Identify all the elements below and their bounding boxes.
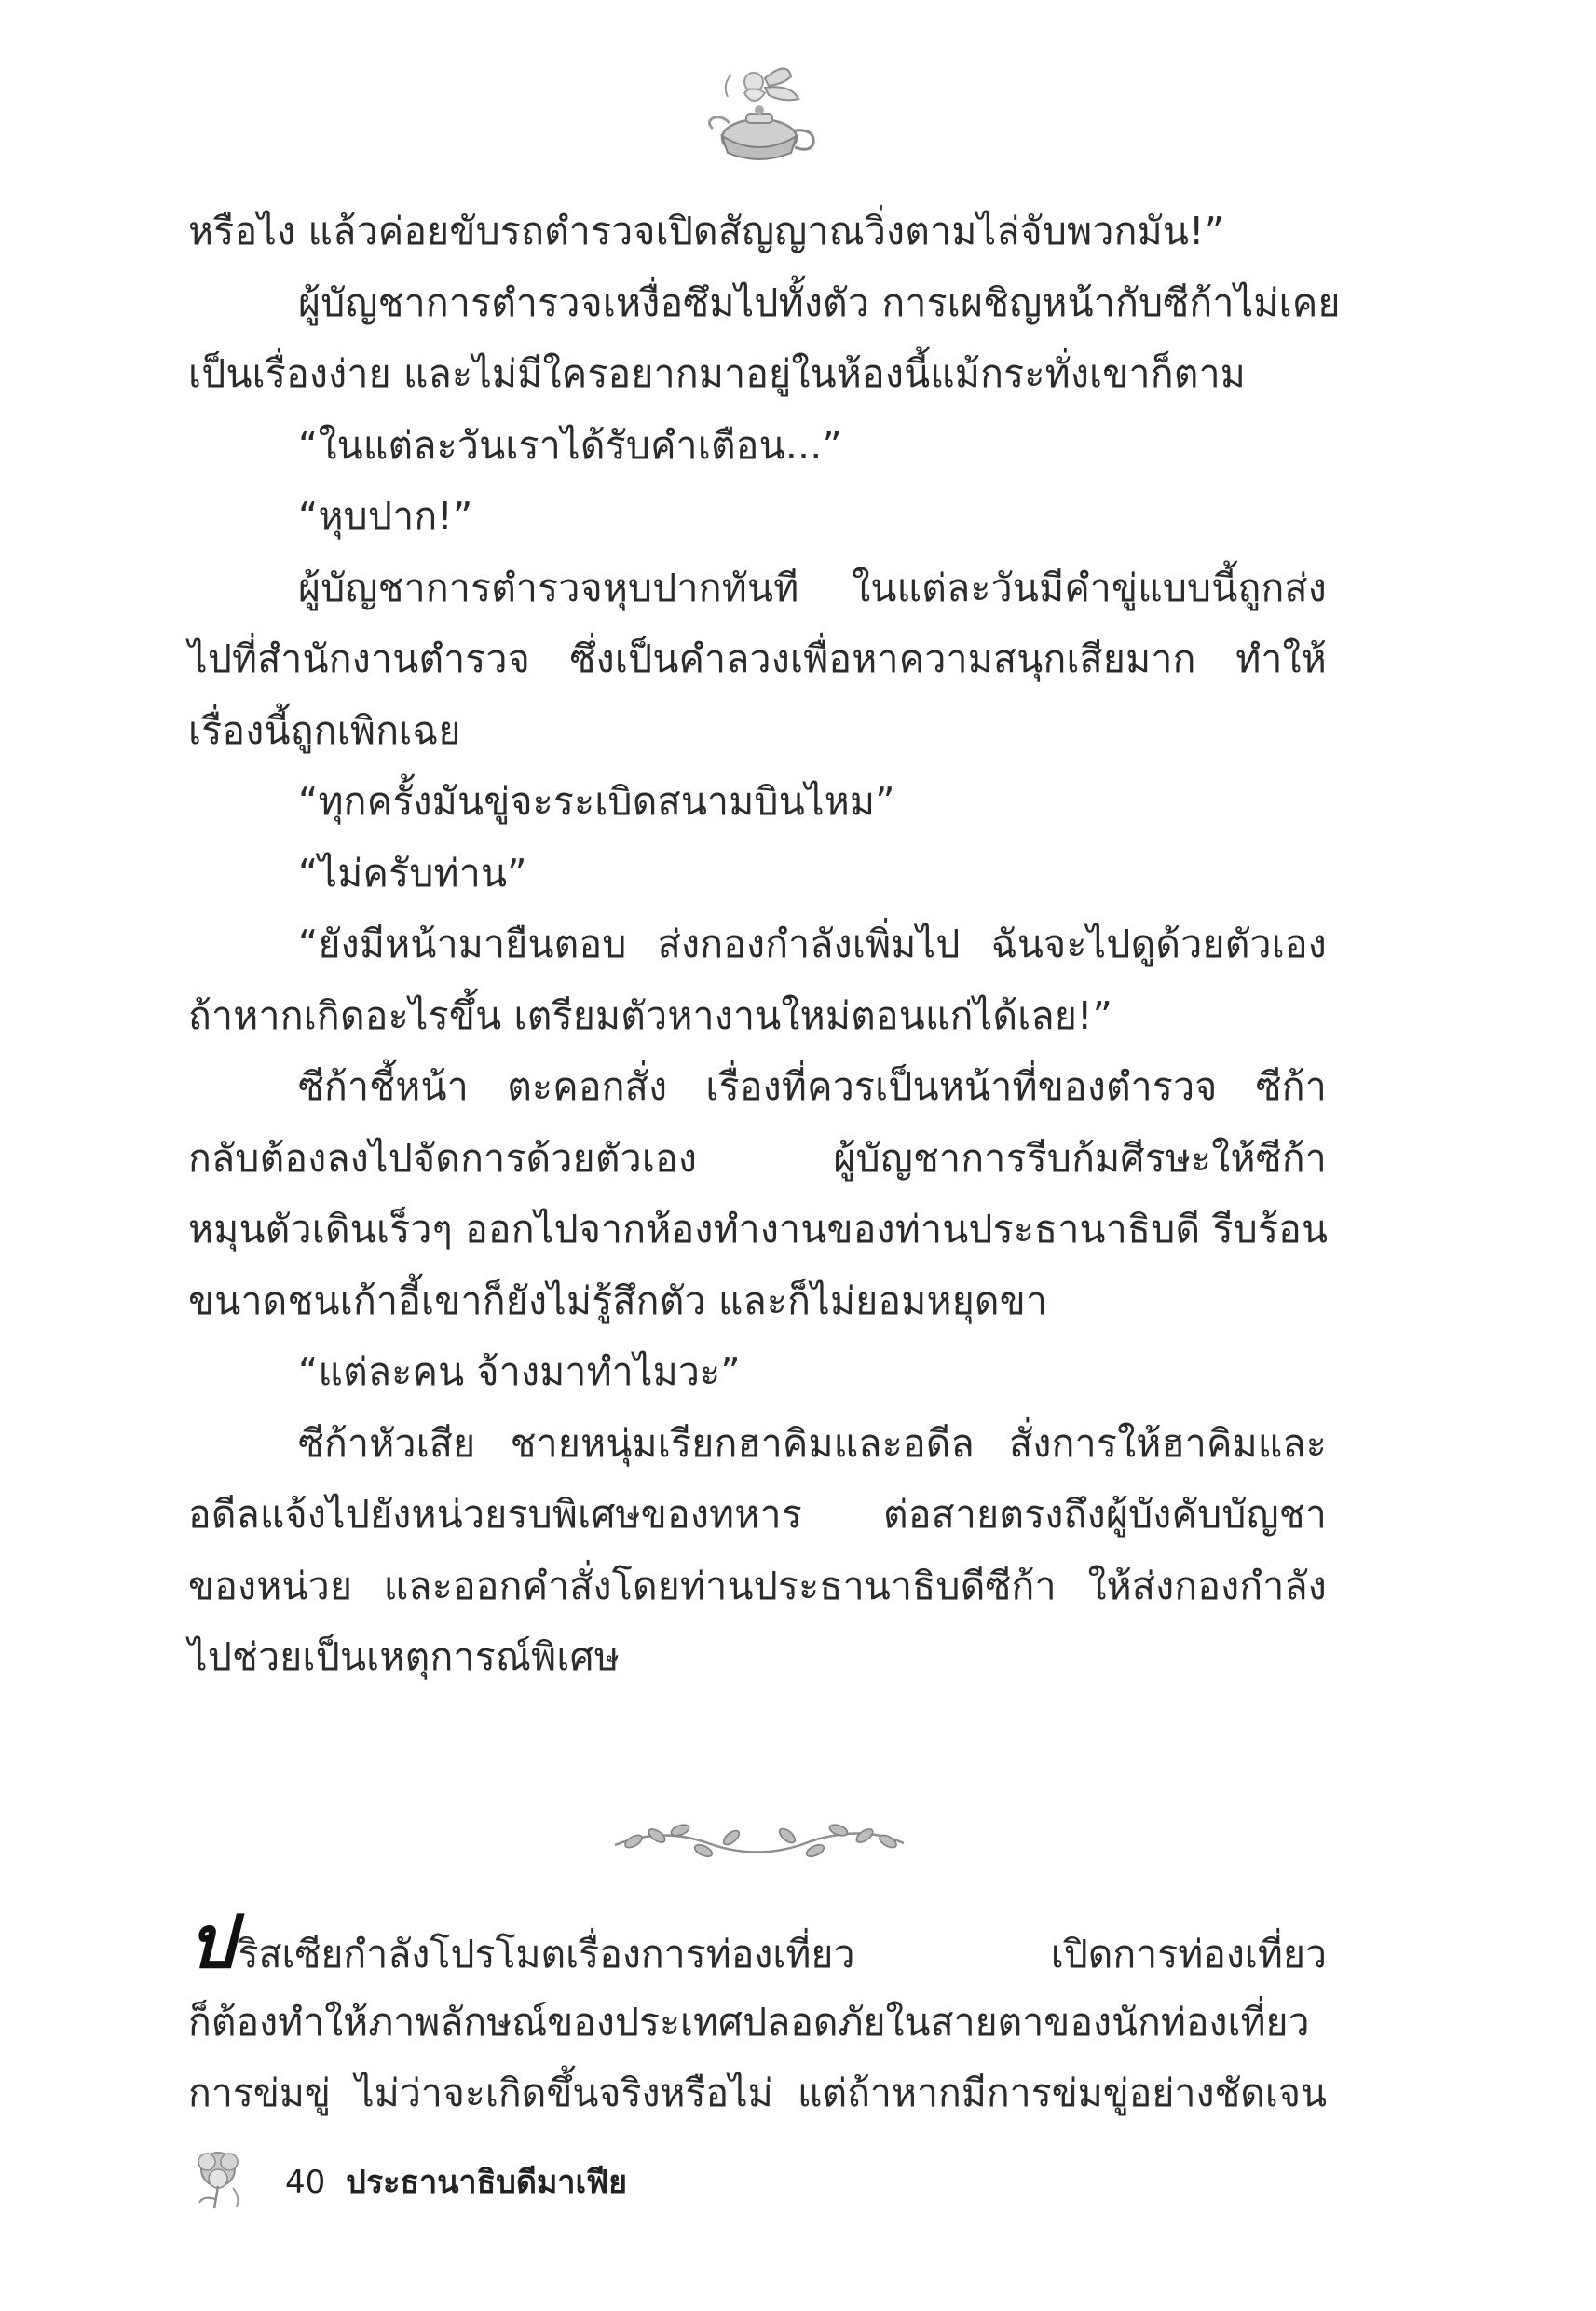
first-line-rest: ริสเซียกำลังโปรโมตเรื่องการท่องเที่ยว เปิดการท่องเที่ยว bbox=[238, 1932, 1327, 1976]
book-title: ประธานาธิบดีมาเฟีย bbox=[346, 2164, 628, 2201]
text-line: หมุนตัวเดินเร็วๆ ออกไปจากห้องทำงานของท่านประธานาธิบดี รีบร้อน bbox=[188, 1207, 1329, 1251]
chapter-section-text bbox=[188, 1900, 1327, 2129]
page-footer bbox=[186, 2143, 1025, 2218]
text-line: อดีลแจ้งไปยังหน่วยรบพิเศษของทหาร ต่อสายตรงถึงผู้บังคับบัญชา bbox=[188, 1492, 1327, 1537]
text-line: “แต่ละคน จ้างมาทำไมวะ” bbox=[298, 1349, 741, 1394]
drop-cap: ป bbox=[188, 1900, 235, 1985]
text-line: ผู้บัญชาการตำรวจหุบปากทันที ในแต่ละวันมีคำขู่แบบนี้ถูกส่ง bbox=[298, 565, 1327, 610]
cupid-teapot-ornament-icon bbox=[694, 56, 820, 168]
text-line: ถ้าหากเกิดอะไรขึ้น เตรียมตัวหางานใหม่ตอนแก่ได้เลย!” bbox=[188, 992, 1113, 1038]
text-line: การข่มขู่ ไม่ว่าจะเกิดขึ้นจริงหรือไม่ แต่ถ้าหากมีการข่มขู่อย่างชัดเจน bbox=[188, 2071, 1327, 2115]
text-line: ขนาดชนเก้าอี้เขาก็ยังไม่รู้สึกตัว และก็ไม่ยอมหยุดขา bbox=[188, 1278, 1048, 1323]
footer-text bbox=[285, 2156, 627, 2207]
text-line: หรือไง แล้วค่อยขับรถตำรวจเปิดสัญญาณวิ่งตามไล่จับพวกมัน!” bbox=[188, 209, 1225, 253]
text-line: ก็ต้องทำให้ภาพลักษณ์ของประเทศปลอดภัยในสายตาของนักท่องเที่ยว bbox=[188, 1999, 1310, 2044]
text-line: “หุบปาก!” bbox=[298, 494, 473, 539]
text-line: ไปช่วยเป็นเหตุการณ์พิเศษ bbox=[188, 1634, 621, 1679]
text-line: ของหน่วย และออกคำสั่งโดยท่านประธานาธิบดีซีก้า ให้ส่งกองกำลัง bbox=[188, 1563, 1327, 1608]
vine-divider-icon bbox=[606, 1808, 913, 1873]
text-line: “ไม่ครับท่าน” bbox=[298, 850, 527, 896]
text-line: “ทุกครั้งมันขู่จะระเบิดสนามบินไหม” bbox=[298, 779, 895, 824]
text-line: ซีก้าหัวเสีย ชายหนุ่มเรียกฮาคิมและอดีล สั่งการให้ฮาคิมและ bbox=[298, 1420, 1327, 1466]
text-line: เป็นเรื่องง่าย และไม่มีใครอยากมาอยู่ในห้องนี้แม้กระทั่งเขาก็ตาม bbox=[188, 351, 1247, 396]
text-line: “ในแต่ละวันเราได้รับคำเตือน...” bbox=[298, 422, 842, 468]
text-line: ซีก้าชี้หน้า ตะคอกสั่ง เรื่องที่ควรเป็นหน้าที่ของตำรวจ ซีก้า bbox=[298, 1064, 1327, 1109]
text-line: กลับต้องลงไปจัดการด้วยตัวเอง ผู้บัญชาการรีบก้มศีรษะให้ซีก้า bbox=[188, 1135, 1327, 1181]
text-line: ไปที่สำนักงานตำรวจ ซึ่งเป็นคำลวงเพื่อหาความสนุกเสียมาก ทำให้ bbox=[188, 636, 1327, 681]
text-line bbox=[188, 1900, 1327, 1987]
flower-ornament-icon bbox=[186, 2143, 252, 2213]
page-number: 40 bbox=[285, 2164, 326, 2201]
text-line: เรื่องนี้ถูกเพิกเฉย bbox=[188, 707, 461, 753]
main-text-block bbox=[188, 196, 1341, 1693]
text-line: ผู้บัญชาการตำรวจเหงื่อซึมไปทั้งตัว การเผชิญหน้ากับซีก้าไม่เคย bbox=[298, 280, 1341, 325]
text-line: “ยังมีหน้ามายืนตอบ ส่งกองกำลังเพิ่มไป ฉันจะไปดูด้วยตัวเอง bbox=[298, 922, 1327, 966]
